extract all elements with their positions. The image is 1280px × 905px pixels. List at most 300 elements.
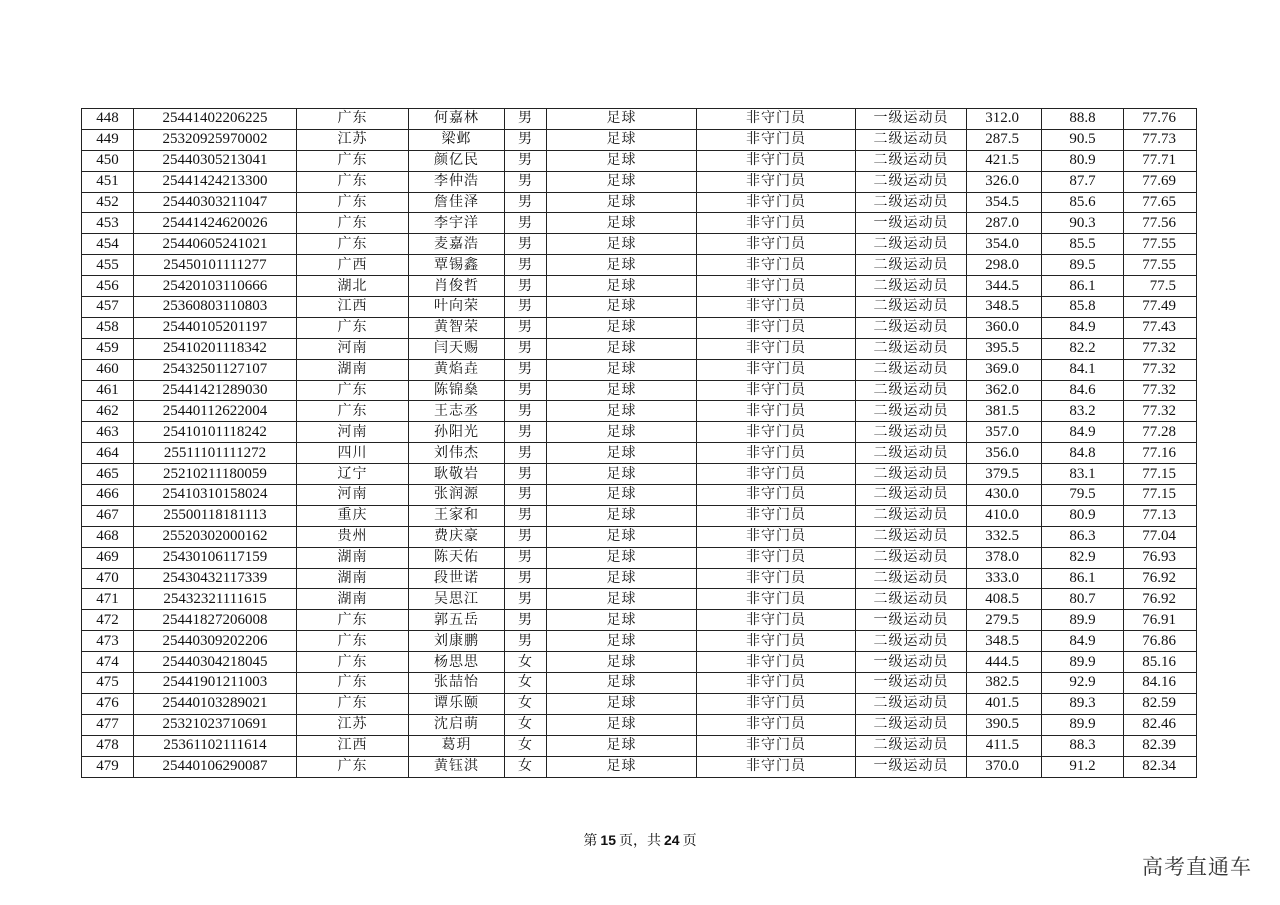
table-row	[82, 652, 1197, 673]
cell-sport: 足球	[547, 652, 697, 673]
cell-row-number: 459	[82, 338, 134, 359]
cell-gender: 男	[505, 547, 547, 568]
cell-student-name: 段世诺	[409, 568, 505, 589]
cell-score-b: 85.5	[1042, 234, 1124, 255]
cell-province: 江苏	[297, 714, 409, 735]
cell-province: 广东	[297, 673, 409, 694]
cell-row-number: 477	[82, 714, 134, 735]
cell-final-score: 77.55	[1124, 234, 1197, 255]
cell-province: 湖南	[297, 589, 409, 610]
cell-province: 广东	[297, 213, 409, 234]
cell-student-name: 陈天佑	[409, 547, 505, 568]
cell-sport: 足球	[547, 464, 697, 485]
cell-score-b: 90.3	[1042, 213, 1124, 234]
cell-final-score: 77.32	[1124, 401, 1197, 422]
cell-student-name: 李仲浩	[409, 171, 505, 192]
cell-exam-id: 25432321111615	[134, 589, 297, 610]
cell-score-a: 326.0	[967, 171, 1042, 192]
cell-final-score: 77.55	[1124, 255, 1197, 276]
cell-score-b: 82.2	[1042, 338, 1124, 359]
cell-row-number: 479	[82, 756, 134, 777]
cell-score-a: 369.0	[967, 359, 1042, 380]
footer-suffix: 页	[682, 833, 697, 849]
cell-exam-id: 25500118181113	[134, 505, 297, 526]
cell-score-a: 354.0	[967, 234, 1042, 255]
cell-athlete-level: 二级运动员	[856, 338, 967, 359]
cell-final-score: 82.59	[1124, 693, 1197, 714]
cell-score-a: 362.0	[967, 380, 1042, 401]
cell-gender: 男	[505, 276, 547, 297]
cell-exam-id: 25520302000162	[134, 526, 297, 547]
cell-exam-id: 25360803110803	[134, 297, 297, 318]
cell-score-b: 84.1	[1042, 359, 1124, 380]
results-table	[81, 108, 1197, 778]
cell-exam-id: 25410101118242	[134, 422, 297, 443]
cell-student-name: 覃锡鑫	[409, 255, 505, 276]
cell-athlete-level: 二级运动员	[856, 401, 967, 422]
cell-score-b: 89.3	[1042, 693, 1124, 714]
cell-student-name: 郭五岳	[409, 610, 505, 631]
cell-sport: 足球	[547, 276, 697, 297]
cell-row-number: 457	[82, 297, 134, 318]
cell-row-number: 475	[82, 673, 134, 694]
cell-province: 广东	[297, 756, 409, 777]
cell-row-number: 463	[82, 422, 134, 443]
cell-athlete-level: 二级运动员	[856, 464, 967, 485]
cell-student-name: 陈锦燊	[409, 380, 505, 401]
cell-position: 非守门员	[697, 150, 856, 171]
table-row	[82, 255, 1197, 276]
cell-score-a: 348.5	[967, 631, 1042, 652]
table-row	[82, 526, 1197, 547]
cell-exam-id: 25511101111272	[134, 443, 297, 464]
footer-prefix: 第	[583, 833, 598, 849]
cell-position: 非守门员	[697, 714, 856, 735]
cell-exam-id: 25320925970002	[134, 129, 297, 150]
cell-athlete-level: 一级运动员	[856, 673, 967, 694]
cell-row-number: 476	[82, 693, 134, 714]
cell-province: 湖南	[297, 568, 409, 589]
cell-province: 江苏	[297, 129, 409, 150]
cell-gender: 女	[505, 693, 547, 714]
cell-position: 非守门员	[697, 171, 856, 192]
cell-gender: 男	[505, 297, 547, 318]
cell-province: 湖南	[297, 547, 409, 568]
cell-score-a: 354.5	[967, 192, 1042, 213]
cell-student-name: 麦嘉浩	[409, 234, 505, 255]
cell-exam-id: 25441901211003	[134, 673, 297, 694]
cell-final-score: 77.43	[1124, 317, 1197, 338]
cell-province: 广东	[297, 693, 409, 714]
cell-gender: 男	[505, 129, 547, 150]
cell-province: 广东	[297, 652, 409, 673]
cell-position: 非守门员	[697, 693, 856, 714]
cell-position: 非守门员	[697, 443, 856, 464]
cell-province: 广东	[297, 171, 409, 192]
cell-sport: 足球	[547, 505, 697, 526]
cell-final-score: 77.16	[1124, 443, 1197, 464]
cell-score-b: 86.3	[1042, 526, 1124, 547]
cell-score-a: 410.0	[967, 505, 1042, 526]
cell-score-b: 90.5	[1042, 129, 1124, 150]
cell-row-number: 448	[82, 109, 134, 130]
table-row	[82, 756, 1197, 777]
cell-exam-id: 25440105201197	[134, 317, 297, 338]
cell-row-number: 469	[82, 547, 134, 568]
cell-final-score: 82.34	[1124, 756, 1197, 777]
cell-student-name: 叶向荣	[409, 297, 505, 318]
table-row	[82, 589, 1197, 610]
cell-final-score: 82.39	[1124, 735, 1197, 756]
cell-province: 广东	[297, 234, 409, 255]
cell-gender: 男	[505, 422, 547, 443]
cell-final-score: 77.49	[1124, 297, 1197, 318]
cell-exam-id: 25430106117159	[134, 547, 297, 568]
cell-student-name: 杨思思	[409, 652, 505, 673]
cell-student-name: 吴思江	[409, 589, 505, 610]
cell-athlete-level: 二级运动员	[856, 150, 967, 171]
cell-position: 非守门员	[697, 505, 856, 526]
footer-page-number: 15	[600, 832, 616, 848]
cell-position: 非守门员	[697, 109, 856, 130]
cell-sport: 足球	[547, 150, 697, 171]
cell-position: 非守门员	[697, 610, 856, 631]
footer-middle: 页，共	[619, 833, 661, 849]
cell-athlete-level: 二级运动员	[856, 714, 967, 735]
cell-exam-id: 25441424213300	[134, 171, 297, 192]
cell-athlete-level: 二级运动员	[856, 631, 967, 652]
cell-province: 辽宁	[297, 464, 409, 485]
cell-final-score: 77.69	[1124, 171, 1197, 192]
cell-score-b: 80.9	[1042, 505, 1124, 526]
cell-score-a: 408.5	[967, 589, 1042, 610]
cell-student-name: 张喆怡	[409, 673, 505, 694]
cell-gender: 男	[505, 526, 547, 547]
cell-final-score: 77.71	[1124, 150, 1197, 171]
cell-athlete-level: 二级运动员	[856, 297, 967, 318]
table-body	[82, 109, 1197, 778]
cell-position: 非守门员	[697, 568, 856, 589]
cell-gender: 女	[505, 673, 547, 694]
cell-sport: 足球	[547, 109, 697, 130]
cell-row-number: 464	[82, 443, 134, 464]
cell-position: 非守门员	[697, 338, 856, 359]
cell-athlete-level: 二级运动员	[856, 255, 967, 276]
cell-student-name: 黄钰淇	[409, 756, 505, 777]
cell-score-a: 360.0	[967, 317, 1042, 338]
cell-province: 广东	[297, 380, 409, 401]
cell-exam-id: 25440303211047	[134, 192, 297, 213]
cell-athlete-level: 二级运动员	[856, 693, 967, 714]
cell-score-b: 80.7	[1042, 589, 1124, 610]
cell-exam-id: 25430432117339	[134, 568, 297, 589]
cell-exam-id: 25361102111614	[134, 735, 297, 756]
cell-score-a: 379.5	[967, 464, 1042, 485]
cell-final-score: 76.92	[1124, 589, 1197, 610]
cell-score-a: 395.5	[967, 338, 1042, 359]
cell-student-name: 孙阳光	[409, 422, 505, 443]
cell-exam-id: 25450101111277	[134, 255, 297, 276]
cell-province: 四川	[297, 443, 409, 464]
cell-score-a: 357.0	[967, 422, 1042, 443]
cell-final-score: 77.76	[1124, 109, 1197, 130]
cell-row-number: 453	[82, 213, 134, 234]
cell-gender: 男	[505, 568, 547, 589]
cell-athlete-level: 二级运动员	[856, 129, 967, 150]
cell-sport: 足球	[547, 693, 697, 714]
cell-gender: 男	[505, 631, 547, 652]
cell-score-b: 84.9	[1042, 422, 1124, 443]
cell-student-name: 刘伟杰	[409, 443, 505, 464]
cell-score-b: 85.6	[1042, 192, 1124, 213]
cell-exam-id: 25410201118342	[134, 338, 297, 359]
cell-score-b: 80.9	[1042, 150, 1124, 171]
cell-exam-id: 25441827206008	[134, 610, 297, 631]
cell-gender: 女	[505, 756, 547, 777]
cell-sport: 足球	[547, 317, 697, 338]
cell-gender: 男	[505, 443, 547, 464]
cell-position: 非守门员	[697, 213, 856, 234]
cell-score-b: 86.1	[1042, 568, 1124, 589]
cell-athlete-level: 二级运动员	[856, 589, 967, 610]
cell-final-score: 77.15	[1124, 464, 1197, 485]
cell-sport: 足球	[547, 234, 697, 255]
cell-final-score: 76.91	[1124, 610, 1197, 631]
cell-student-name: 何嘉林	[409, 109, 505, 130]
cell-sport: 足球	[547, 631, 697, 652]
cell-province: 广西	[297, 255, 409, 276]
cell-final-score: 77.15	[1124, 485, 1197, 506]
cell-row-number: 454	[82, 234, 134, 255]
cell-athlete-level: 二级运动员	[856, 317, 967, 338]
cell-score-b: 86.1	[1042, 276, 1124, 297]
cell-gender: 男	[505, 359, 547, 380]
cell-gender: 男	[505, 485, 547, 506]
table-row	[82, 276, 1197, 297]
cell-final-score: 76.86	[1124, 631, 1197, 652]
cell-score-a: 390.5	[967, 714, 1042, 735]
cell-student-name: 耿敬岩	[409, 464, 505, 485]
cell-exam-id: 25440305213041	[134, 150, 297, 171]
cell-province: 湖北	[297, 276, 409, 297]
cell-position: 非守门员	[697, 631, 856, 652]
cell-row-number: 465	[82, 464, 134, 485]
cell-exam-id: 25440112622004	[134, 401, 297, 422]
cell-score-a: 430.0	[967, 485, 1042, 506]
cell-row-number: 473	[82, 631, 134, 652]
cell-athlete-level: 一级运动员	[856, 756, 967, 777]
cell-athlete-level: 二级运动员	[856, 276, 967, 297]
cell-exam-id: 25440304218045	[134, 652, 297, 673]
cell-score-a: 382.5	[967, 673, 1042, 694]
cell-row-number: 451	[82, 171, 134, 192]
cell-athlete-level: 二级运动员	[856, 547, 967, 568]
cell-position: 非守门员	[697, 464, 856, 485]
cell-gender: 男	[505, 109, 547, 130]
cell-exam-id: 25440605241021	[134, 234, 297, 255]
table-row	[82, 338, 1197, 359]
cell-athlete-level: 一级运动员	[856, 213, 967, 234]
cell-province: 湖南	[297, 359, 409, 380]
cell-exam-id: 25210211180059	[134, 464, 297, 485]
cell-sport: 足球	[547, 422, 697, 443]
cell-sport: 足球	[547, 485, 697, 506]
cell-final-score: 77.65	[1124, 192, 1197, 213]
cell-province: 广东	[297, 317, 409, 338]
cell-position: 非守门员	[697, 652, 856, 673]
cell-final-score: 77.73	[1124, 129, 1197, 150]
table-row	[82, 129, 1197, 150]
cell-sport: 足球	[547, 380, 697, 401]
cell-sport: 足球	[547, 338, 697, 359]
cell-position: 非守门员	[697, 276, 856, 297]
cell-final-score: 82.46	[1124, 714, 1197, 735]
cell-row-number: 471	[82, 589, 134, 610]
cell-row-number: 467	[82, 505, 134, 526]
cell-score-a: 411.5	[967, 735, 1042, 756]
cell-province: 河南	[297, 338, 409, 359]
cell-final-score: 77.56	[1124, 213, 1197, 234]
cell-gender: 男	[505, 505, 547, 526]
cell-row-number: 456	[82, 276, 134, 297]
cell-position: 非守门员	[697, 234, 856, 255]
cell-athlete-level: 一级运动员	[856, 610, 967, 631]
cell-athlete-level: 二级运动员	[856, 443, 967, 464]
cell-final-score: 84.16	[1124, 673, 1197, 694]
table-row	[82, 171, 1197, 192]
table-row	[82, 422, 1197, 443]
cell-score-a: 421.5	[967, 150, 1042, 171]
cell-row-number: 452	[82, 192, 134, 213]
cell-position: 非守门员	[697, 359, 856, 380]
cell-row-number: 470	[82, 568, 134, 589]
cell-province: 广东	[297, 192, 409, 213]
cell-score-b: 91.2	[1042, 756, 1124, 777]
cell-row-number: 478	[82, 735, 134, 756]
cell-athlete-level: 二级运动员	[856, 234, 967, 255]
cell-province: 重庆	[297, 505, 409, 526]
cell-score-b: 83.2	[1042, 401, 1124, 422]
table-row	[82, 359, 1197, 380]
cell-final-score: 85.16	[1124, 652, 1197, 673]
cell-exam-id: 25441421289030	[134, 380, 297, 401]
cell-province: 广东	[297, 610, 409, 631]
cell-final-score: 77.13	[1124, 505, 1197, 526]
cell-athlete-level: 一级运动员	[856, 652, 967, 673]
cell-score-a: 348.5	[967, 297, 1042, 318]
cell-position: 非守门员	[697, 317, 856, 338]
cell-sport: 足球	[547, 589, 697, 610]
cell-exam-id: 25410310158024	[134, 485, 297, 506]
cell-exam-id: 25440103289021	[134, 693, 297, 714]
cell-score-b: 87.7	[1042, 171, 1124, 192]
cell-row-number: 449	[82, 129, 134, 150]
table-row	[82, 150, 1197, 171]
cell-student-name: 沈启萌	[409, 714, 505, 735]
cell-sport: 足球	[547, 756, 697, 777]
cell-score-b: 89.9	[1042, 610, 1124, 631]
cell-athlete-level: 二级运动员	[856, 380, 967, 401]
cell-score-b: 89.9	[1042, 652, 1124, 673]
cell-athlete-level: 二级运动员	[856, 192, 967, 213]
cell-position: 非守门员	[697, 756, 856, 777]
cell-score-a: 378.0	[967, 547, 1042, 568]
cell-gender: 男	[505, 589, 547, 610]
cell-student-name: 詹佳泽	[409, 192, 505, 213]
cell-score-a: 344.5	[967, 276, 1042, 297]
cell-score-b: 89.9	[1042, 714, 1124, 735]
cell-final-score: 77.32	[1124, 380, 1197, 401]
cell-position: 非守门员	[697, 380, 856, 401]
cell-athlete-level: 二级运动员	[856, 359, 967, 380]
cell-sport: 足球	[547, 255, 697, 276]
cell-gender: 男	[505, 213, 547, 234]
cell-sport: 足球	[547, 547, 697, 568]
cell-score-a: 287.0	[967, 213, 1042, 234]
cell-exam-id: 25420103110666	[134, 276, 297, 297]
cell-score-a: 312.0	[967, 109, 1042, 130]
cell-sport: 足球	[547, 213, 697, 234]
cell-final-score: 77.5	[1124, 276, 1197, 297]
cell-gender: 男	[505, 338, 547, 359]
table-row	[82, 192, 1197, 213]
table-row	[82, 317, 1197, 338]
cell-row-number: 460	[82, 359, 134, 380]
cell-student-name: 颜亿民	[409, 150, 505, 171]
table-row	[82, 297, 1197, 318]
cell-gender: 男	[505, 380, 547, 401]
table-row	[82, 693, 1197, 714]
cell-sport: 足球	[547, 568, 697, 589]
cell-score-a: 279.5	[967, 610, 1042, 631]
cell-row-number: 455	[82, 255, 134, 276]
table-row	[82, 610, 1197, 631]
table-row	[82, 485, 1197, 506]
cell-student-name: 李宇洋	[409, 213, 505, 234]
table-row	[82, 735, 1197, 756]
table-row	[82, 380, 1197, 401]
cell-athlete-level: 二级运动员	[856, 505, 967, 526]
cell-score-b: 79.5	[1042, 485, 1124, 506]
cell-score-b: 84.8	[1042, 443, 1124, 464]
cell-position: 非守门员	[697, 297, 856, 318]
cell-score-b: 89.5	[1042, 255, 1124, 276]
cell-row-number: 474	[82, 652, 134, 673]
cell-final-score: 77.32	[1124, 359, 1197, 380]
cell-province: 广东	[297, 401, 409, 422]
cell-province: 河南	[297, 485, 409, 506]
cell-row-number: 468	[82, 526, 134, 547]
cell-student-name: 黄智荣	[409, 317, 505, 338]
cell-gender: 男	[505, 171, 547, 192]
table-row	[82, 464, 1197, 485]
cell-exam-id: 25440309202206	[134, 631, 297, 652]
cell-gender: 男	[505, 401, 547, 422]
table-row	[82, 401, 1197, 422]
cell-position: 非守门员	[697, 192, 856, 213]
cell-score-a: 370.0	[967, 756, 1042, 777]
cell-athlete-level: 一级运动员	[856, 109, 967, 130]
cell-exam-id: 25432501127107	[134, 359, 297, 380]
cell-row-number: 458	[82, 317, 134, 338]
cell-province: 广东	[297, 109, 409, 130]
cell-position: 非守门员	[697, 547, 856, 568]
cell-sport: 足球	[547, 443, 697, 464]
cell-score-a: 444.5	[967, 652, 1042, 673]
table-row	[82, 443, 1197, 464]
page-number-footer	[0, 830, 1280, 850]
cell-gender: 男	[505, 234, 547, 255]
